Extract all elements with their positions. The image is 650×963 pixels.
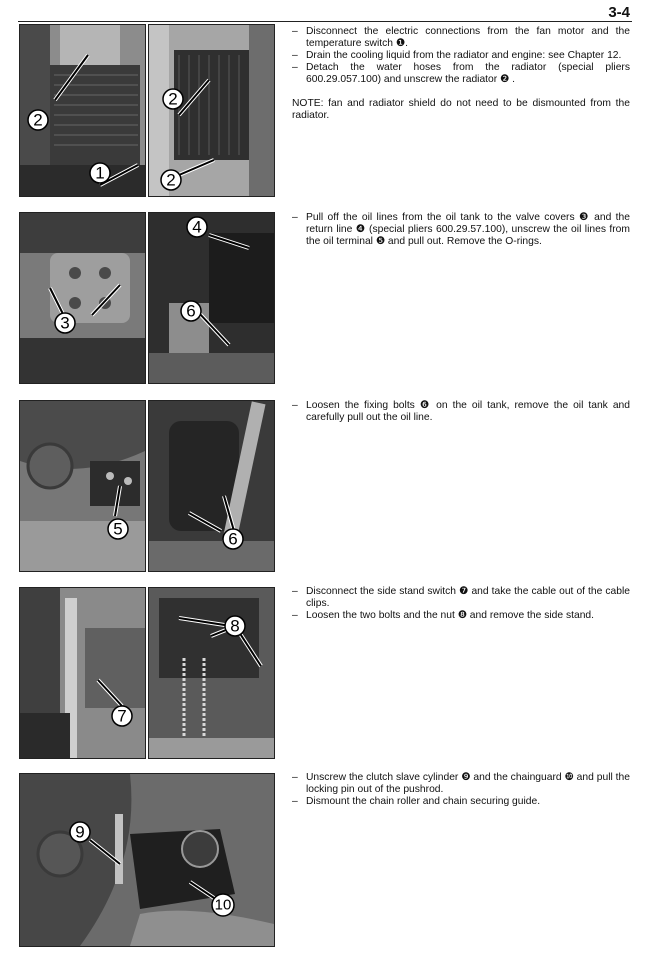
svg-text:3: 3: [60, 313, 70, 333]
step: – Detach the water hoses from the radiator (special pliers 600.29.057.100) and unscrew the radiator ❷ .: [292, 62, 630, 86]
photo-radiator-right: [148, 24, 275, 197]
callout-8: [225, 616, 245, 636]
callout-4: [187, 217, 207, 237]
svg-text:10: 10: [214, 896, 232, 914]
callout-2: [28, 110, 48, 130]
note: NOTE: fan and radiator shield do not need to be dismounted from the radiator.: [292, 98, 630, 121]
section-4-instructions: [292, 586, 630, 622]
photo-oil-lines-right: [148, 212, 275, 384]
section-3-instructions: [292, 400, 630, 424]
step: – Dismount the chain roller and chain securing guide.: [292, 796, 630, 808]
callout-7: [112, 706, 132, 726]
callout-5: [108, 519, 128, 539]
callout-2: [163, 89, 183, 109]
svg-text:4: 4: [192, 217, 202, 237]
callout-2: [161, 170, 181, 190]
callout-10: [212, 894, 234, 916]
svg-text:9: 9: [75, 822, 85, 842]
step: – Disconnect the side stand switch ❼ and take the cable out of the cable clips.: [292, 586, 630, 610]
page-number: 3-4: [608, 4, 630, 21]
svg-text:2: 2: [168, 89, 178, 109]
photo-side-stand-right: [148, 587, 275, 759]
photo-side-stand-left: [19, 587, 146, 759]
svg-text:7: 7: [117, 706, 127, 726]
callout-6: [223, 529, 243, 549]
svg-text:2: 2: [166, 170, 176, 190]
svg-text:2: 2: [33, 110, 43, 130]
step: – Drain the cooling liquid from the radiator and engine: see Chapter 12.: [292, 50, 630, 62]
svg-text:6: 6: [228, 529, 238, 549]
callout-3: [55, 313, 75, 333]
step: – Disconnect the electric connections from the fan motor and the temperature switch ❶.: [292, 26, 630, 50]
header-rule: [18, 21, 632, 22]
callout-9: [70, 822, 90, 842]
step: – Loosen the two bolts and the nut ❽ and remove the side stand.: [292, 610, 630, 622]
photo-oil-tank-right: [148, 400, 275, 572]
svg-text:6: 6: [186, 301, 196, 321]
section-2-instructions: [292, 212, 630, 248]
section-5-instructions: [292, 772, 630, 808]
svg-text:8: 8: [230, 616, 240, 636]
step: – Pull off the oil lines from the oil tank to the valve covers ❸ and the return line ❹ (special pliers 600.29.57.100), unscrew the oil lines from the oil terminal ❺ and pull out. Remove the O-rings.: [292, 212, 630, 248]
svg-text:5: 5: [113, 519, 123, 539]
step: – Unscrew the clutch slave cylinder ❾ and the chainguard ❿ and pull the locking pin out of the pushrod.: [292, 772, 630, 796]
step: – Loosen the fixing bolts ❻ on the oil tank, remove the oil tank and carefully pull out the oil line.: [292, 400, 630, 424]
photo-clutch-chainguard: [19, 773, 275, 947]
callout-1: [90, 163, 110, 183]
section-1-instructions: [292, 26, 630, 122]
photo-oil-tank-left: [19, 400, 146, 572]
photo-radiator-left: [19, 24, 146, 197]
photo-oil-lines-left: [19, 212, 146, 384]
svg-text:1: 1: [95, 163, 105, 183]
callout-6: [181, 301, 201, 321]
